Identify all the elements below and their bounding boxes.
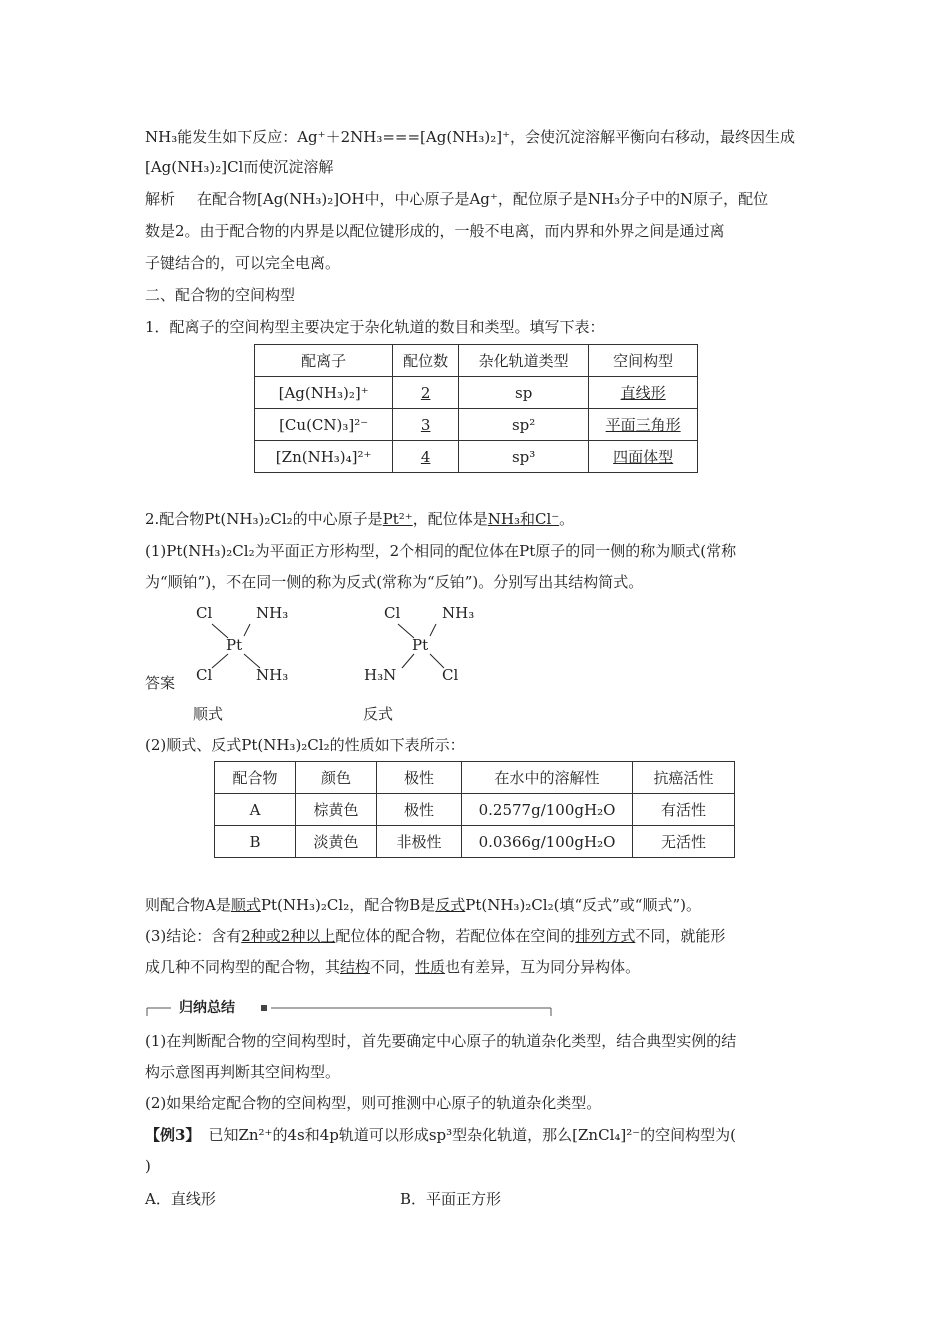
text: 也有差异，互为同分异构体。 bbox=[445, 958, 641, 976]
table-cell: B bbox=[215, 826, 296, 858]
table-cell: [Cu(CN)₃]²⁻ bbox=[255, 409, 393, 441]
table-header-row bbox=[215, 762, 735, 794]
table-cell: 无活性 bbox=[633, 826, 735, 858]
question-line: 1．配离子的空间构型主要决定于杂化轨道的数目和类型。填写下表： bbox=[145, 318, 605, 336]
table-cell: 淡黄色 bbox=[296, 826, 377, 858]
option-b: B．平面正方形 bbox=[400, 1190, 502, 1208]
analysis-line bbox=[145, 188, 768, 210]
table-cell: 棕黄色 bbox=[296, 794, 377, 826]
answer-text: 平面三角形 bbox=[605, 416, 681, 434]
paragraph-line: [Ag(NH₃)₂]Cl而使沉淀溶解 bbox=[145, 158, 334, 176]
answer-text: 直线形 bbox=[620, 384, 666, 402]
text: Pt(NH₃)₂Cl₂(填“反式”或“顺式”)。 bbox=[465, 896, 701, 914]
paragraph-line: 数是2。由于配合物的内界是以配位键形成的，一般不电离，而内界和外界之间是通过离 bbox=[145, 222, 725, 240]
summary-line: (1)在判断配合物的空间构型时，首先要确定中心原子的轨道杂化类型，结合典型实例的结 bbox=[145, 1032, 737, 1050]
table-header: 颜色 bbox=[296, 762, 377, 794]
table-cell: A bbox=[215, 794, 296, 826]
answer-text: 顺式 bbox=[230, 896, 261, 914]
text: 则配合物A是 bbox=[145, 896, 231, 914]
ligand-label: NH₃ bbox=[256, 604, 289, 622]
table-cell: sp³ bbox=[459, 441, 589, 473]
section-heading: 二、配合物的空间构型 bbox=[145, 286, 296, 304]
conclusion-line bbox=[145, 894, 701, 916]
example-line bbox=[145, 1124, 736, 1146]
properties-table bbox=[214, 761, 735, 858]
answer-text: 3 bbox=[420, 415, 431, 434]
answer-text: 性质 bbox=[415, 958, 446, 976]
table-cell bbox=[589, 409, 698, 441]
table-cell: [Zn(NH₃)₄]²⁺ bbox=[255, 441, 393, 473]
table-row bbox=[255, 377, 698, 409]
table-cell: 0.0366g/100gH₂O bbox=[462, 826, 633, 858]
text: (3)结论：含有 bbox=[145, 927, 242, 945]
paragraph-line: 为“顺铂”)，不在同一侧的称为反式(常称为“反铂”)。分别写出其结构简式。 bbox=[145, 573, 644, 591]
ligand-label: Cl bbox=[196, 666, 213, 684]
summary-line: 构示意图再判断其空间构型。 bbox=[145, 1063, 341, 1081]
coordination-table bbox=[254, 344, 698, 473]
table-header: 在水中的溶解性 bbox=[462, 762, 633, 794]
example-label: 【例3】 bbox=[145, 1126, 201, 1144]
center-atom: Pt bbox=[412, 636, 429, 654]
table-cell: sp² bbox=[459, 409, 589, 441]
ligand-label: NH₃ bbox=[442, 604, 475, 622]
option-a: A．直线形 bbox=[145, 1190, 216, 1208]
table-cell: 0.2577g/100gH₂O bbox=[462, 794, 633, 826]
table-cell: 非极性 bbox=[377, 826, 462, 858]
table-row bbox=[255, 441, 698, 473]
paragraph-line: (1)Pt(NH₃)₂Cl₂为平面正方形构型，2个相同的配位体在Pt原子的同一侧的称为顺式(常称 bbox=[145, 542, 737, 560]
conclusion-line bbox=[145, 956, 640, 978]
text: ，配位体是 bbox=[412, 510, 488, 528]
text: 成几种不同构型的配合物，其 bbox=[145, 958, 341, 976]
answer-text: 4 bbox=[420, 447, 431, 466]
paragraph-line: 子键结合的，可以完全电离。 bbox=[145, 254, 341, 272]
table-cell bbox=[589, 441, 698, 473]
structure-name: 反式 bbox=[363, 705, 394, 723]
table-header: 极性 bbox=[377, 762, 462, 794]
table-header: 配位数 bbox=[393, 345, 459, 377]
conclusion-line bbox=[145, 925, 725, 947]
analysis-label: 解析 bbox=[145, 190, 176, 208]
analysis-text: 在配合物[Ag(NH₃)₂]OH中，中心原子是Ag⁺，配位原子是NH₃分子中的N原子，配位 bbox=[197, 190, 769, 208]
text: 不同， bbox=[370, 958, 416, 976]
table-header: 配离子 bbox=[255, 345, 393, 377]
example-text: 已知Zn²⁺的4s和4p轨道可以形成sp³型杂化轨道，那么[ZnCl₄]²⁻的空间构型为( bbox=[208, 1126, 737, 1144]
ligand-label: Cl bbox=[196, 604, 213, 622]
table-cell: [Ag(NH₃)₂]⁺ bbox=[255, 377, 393, 409]
center-atom: Pt bbox=[226, 636, 243, 654]
ligand-label: Cl bbox=[442, 666, 459, 684]
table-cell: 有活性 bbox=[633, 794, 735, 826]
paragraph-line: NH₃能发生如下反应：Ag⁺＋2NH₃===[Ag(NH₃)₂]⁺，会使沉淀溶解平衡向右移动，最终因生成 bbox=[145, 128, 796, 146]
text: 配位体的配合物，若配位体在空间的 bbox=[335, 927, 576, 945]
text: 。 bbox=[559, 510, 575, 528]
table-cell bbox=[393, 409, 459, 441]
table-cell: 极性 bbox=[377, 794, 462, 826]
table-header: 空间构型 bbox=[589, 345, 698, 377]
text: Pt(NH₃)₂Cl₂，配合物B是 bbox=[260, 896, 436, 914]
answer-text: 2种或2种以上 bbox=[241, 927, 336, 945]
ligand-label: Cl bbox=[384, 604, 401, 622]
answer-label: 答案 bbox=[145, 674, 176, 692]
table-row bbox=[255, 409, 698, 441]
table-header: 配合物 bbox=[215, 762, 296, 794]
answer-text: 四面体型 bbox=[613, 448, 674, 466]
trans-structure bbox=[362, 602, 492, 692]
answer-text: Pt²⁺ bbox=[382, 510, 413, 528]
table-cell bbox=[589, 377, 698, 409]
ligand-label: NH₃ bbox=[256, 666, 289, 684]
cis-structure bbox=[190, 602, 310, 692]
example-line: ) bbox=[145, 1157, 151, 1175]
summary-line: (2)如果给定配合物的空间构型，则可推测中心原子的轨道杂化类型。 bbox=[145, 1094, 602, 1112]
table-cell bbox=[393, 441, 459, 473]
summary-header bbox=[145, 996, 555, 1020]
summary-title: 归纳总结 bbox=[175, 997, 239, 1017]
structure-name: 顺式 bbox=[193, 705, 224, 723]
answer-text: NH₃和Cl⁻ bbox=[487, 510, 560, 528]
answer-text: 反式 bbox=[435, 896, 466, 914]
table-row bbox=[215, 826, 735, 858]
table-cell: sp bbox=[459, 377, 589, 409]
text: 不同，就能形 bbox=[635, 927, 726, 945]
table-cell bbox=[393, 377, 459, 409]
question-line: (2)顺式、反式Pt(NH₃)₂Cl₂的性质如下表所示： bbox=[145, 736, 465, 754]
table-header-row bbox=[255, 345, 698, 377]
answer-text: 2 bbox=[420, 383, 431, 402]
question-line bbox=[145, 508, 574, 530]
table-row bbox=[215, 794, 735, 826]
answer-text: 排列方式 bbox=[575, 927, 636, 945]
ligand-label: H₃N bbox=[364, 666, 397, 684]
text: 2.配合物Pt(NH₃)₂Cl₂的中心原子是 bbox=[145, 510, 383, 528]
answer-text: 结构 bbox=[340, 958, 371, 976]
table-header: 杂化轨道类型 bbox=[459, 345, 589, 377]
table-header: 抗癌活性 bbox=[633, 762, 735, 794]
